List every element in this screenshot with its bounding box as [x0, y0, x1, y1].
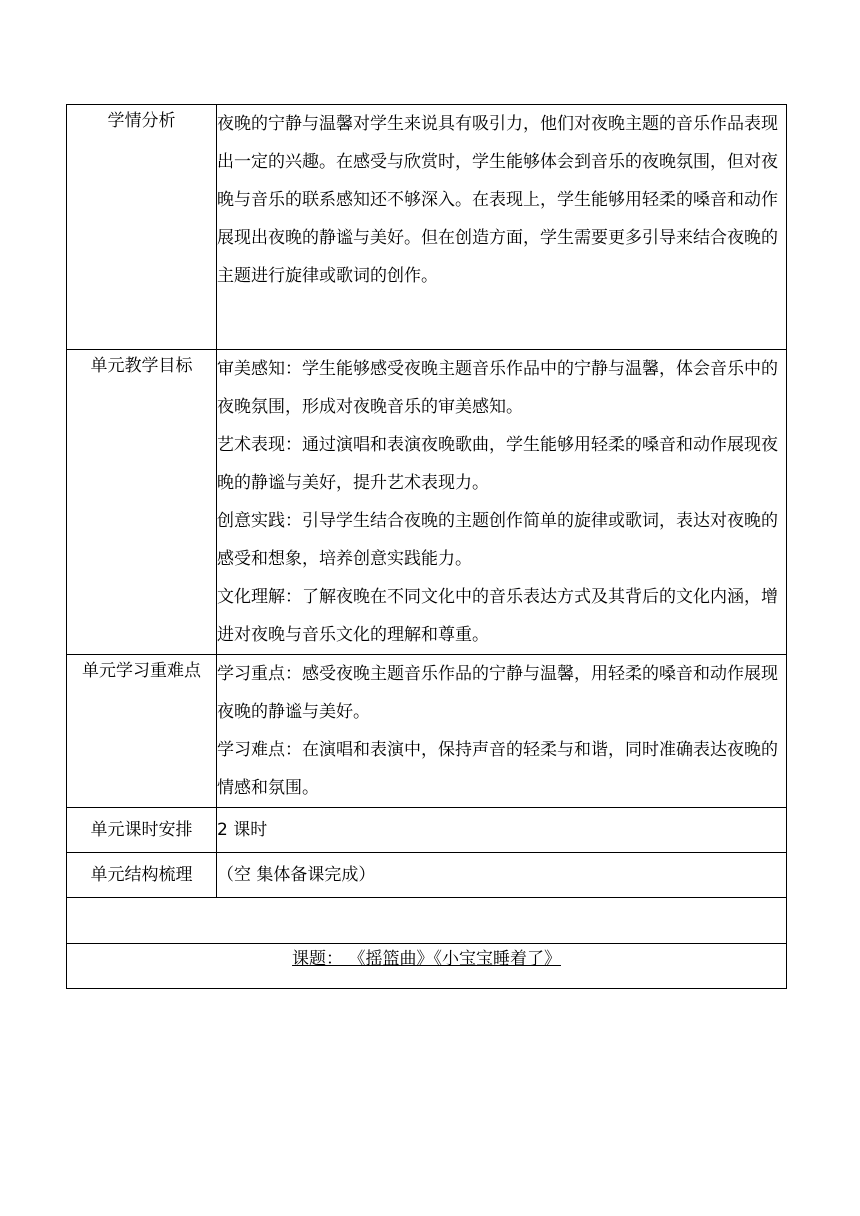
empty-cell — [67, 898, 787, 944]
row-label-objectives: 单元教学目标 — [67, 350, 217, 655]
row-content-key-points — [217, 655, 787, 808]
table-row — [67, 853, 787, 898]
paragraph: 文化理解：了解夜晚在不同文化中的音乐表达方式及其背后的文化内涵，增进对夜晚与音乐文化的理解和尊重。 — [217, 587, 778, 645]
table-row — [67, 655, 787, 808]
table-row — [67, 808, 787, 853]
lesson-title: 课题： 《摇篮曲》《小宝宝睡着了》 — [292, 949, 561, 969]
lesson-title-cell — [67, 944, 787, 989]
row-content-analysis — [217, 105, 787, 350]
table-row — [67, 944, 787, 989]
paragraph: （空 集体备课完成） — [217, 865, 376, 885]
paragraph: 艺术表现：通过演唱和表演夜晚歌曲，学生能够用轻柔的嗓音和动作展现夜晚的静谧与美好，提升艺术表现力。 — [217, 435, 778, 493]
table-row — [67, 105, 787, 350]
row-label-analysis: 学情分析 — [67, 105, 217, 350]
row-label-schedule: 单元课时安排 — [67, 808, 217, 853]
table-row-empty — [67, 898, 787, 944]
row-content-structure — [217, 853, 787, 898]
lesson-plan-table — [66, 104, 787, 989]
row-content-schedule — [217, 808, 787, 853]
paragraph: 学习难点：在演唱和表演中，保持声音的轻柔与和谐，同时准确表达夜晚的情感和氛围。 — [217, 740, 778, 798]
table-row — [67, 350, 787, 655]
paragraph: 夜晚的宁静与温馨对学生来说具有吸引力，他们对夜晚主题的音乐作品表现出一定的兴趣。在感受与欣赏时，学生能够体会到音乐的夜晚氛围，但对夜晚与音乐的联系感知还不够深入。在表现上，学生能够用轻柔的嗓音和动作展现出夜晚的静谧与美好。但在创造方面，学生需要更多引导来结合夜晚的主题进行旋律或歌词的创作。 — [217, 114, 778, 286]
paragraph: 创意实践：引导学生结合夜晚的主题创作简单的旋律或歌词，表达对夜晚的感受和想象，培养创意实践能力。 — [217, 511, 778, 569]
row-content-objectives — [217, 350, 787, 655]
paragraph: 审美感知：学生能够感受夜晚主题音乐作品中的宁静与温馨，体会音乐中的夜晚氛围，形成对夜晚音乐的审美感知。 — [217, 359, 778, 417]
row-label-structure: 单元结构梳理 — [67, 853, 217, 898]
paragraph: 2 课时 — [217, 820, 268, 840]
row-label-key-points: 单元学习重难点 — [67, 655, 217, 808]
paragraph: 学习重点：感受夜晚主题音乐作品的宁静与温馨，用轻柔的嗓音和动作展现夜晚的静谧与美好。 — [217, 664, 778, 722]
